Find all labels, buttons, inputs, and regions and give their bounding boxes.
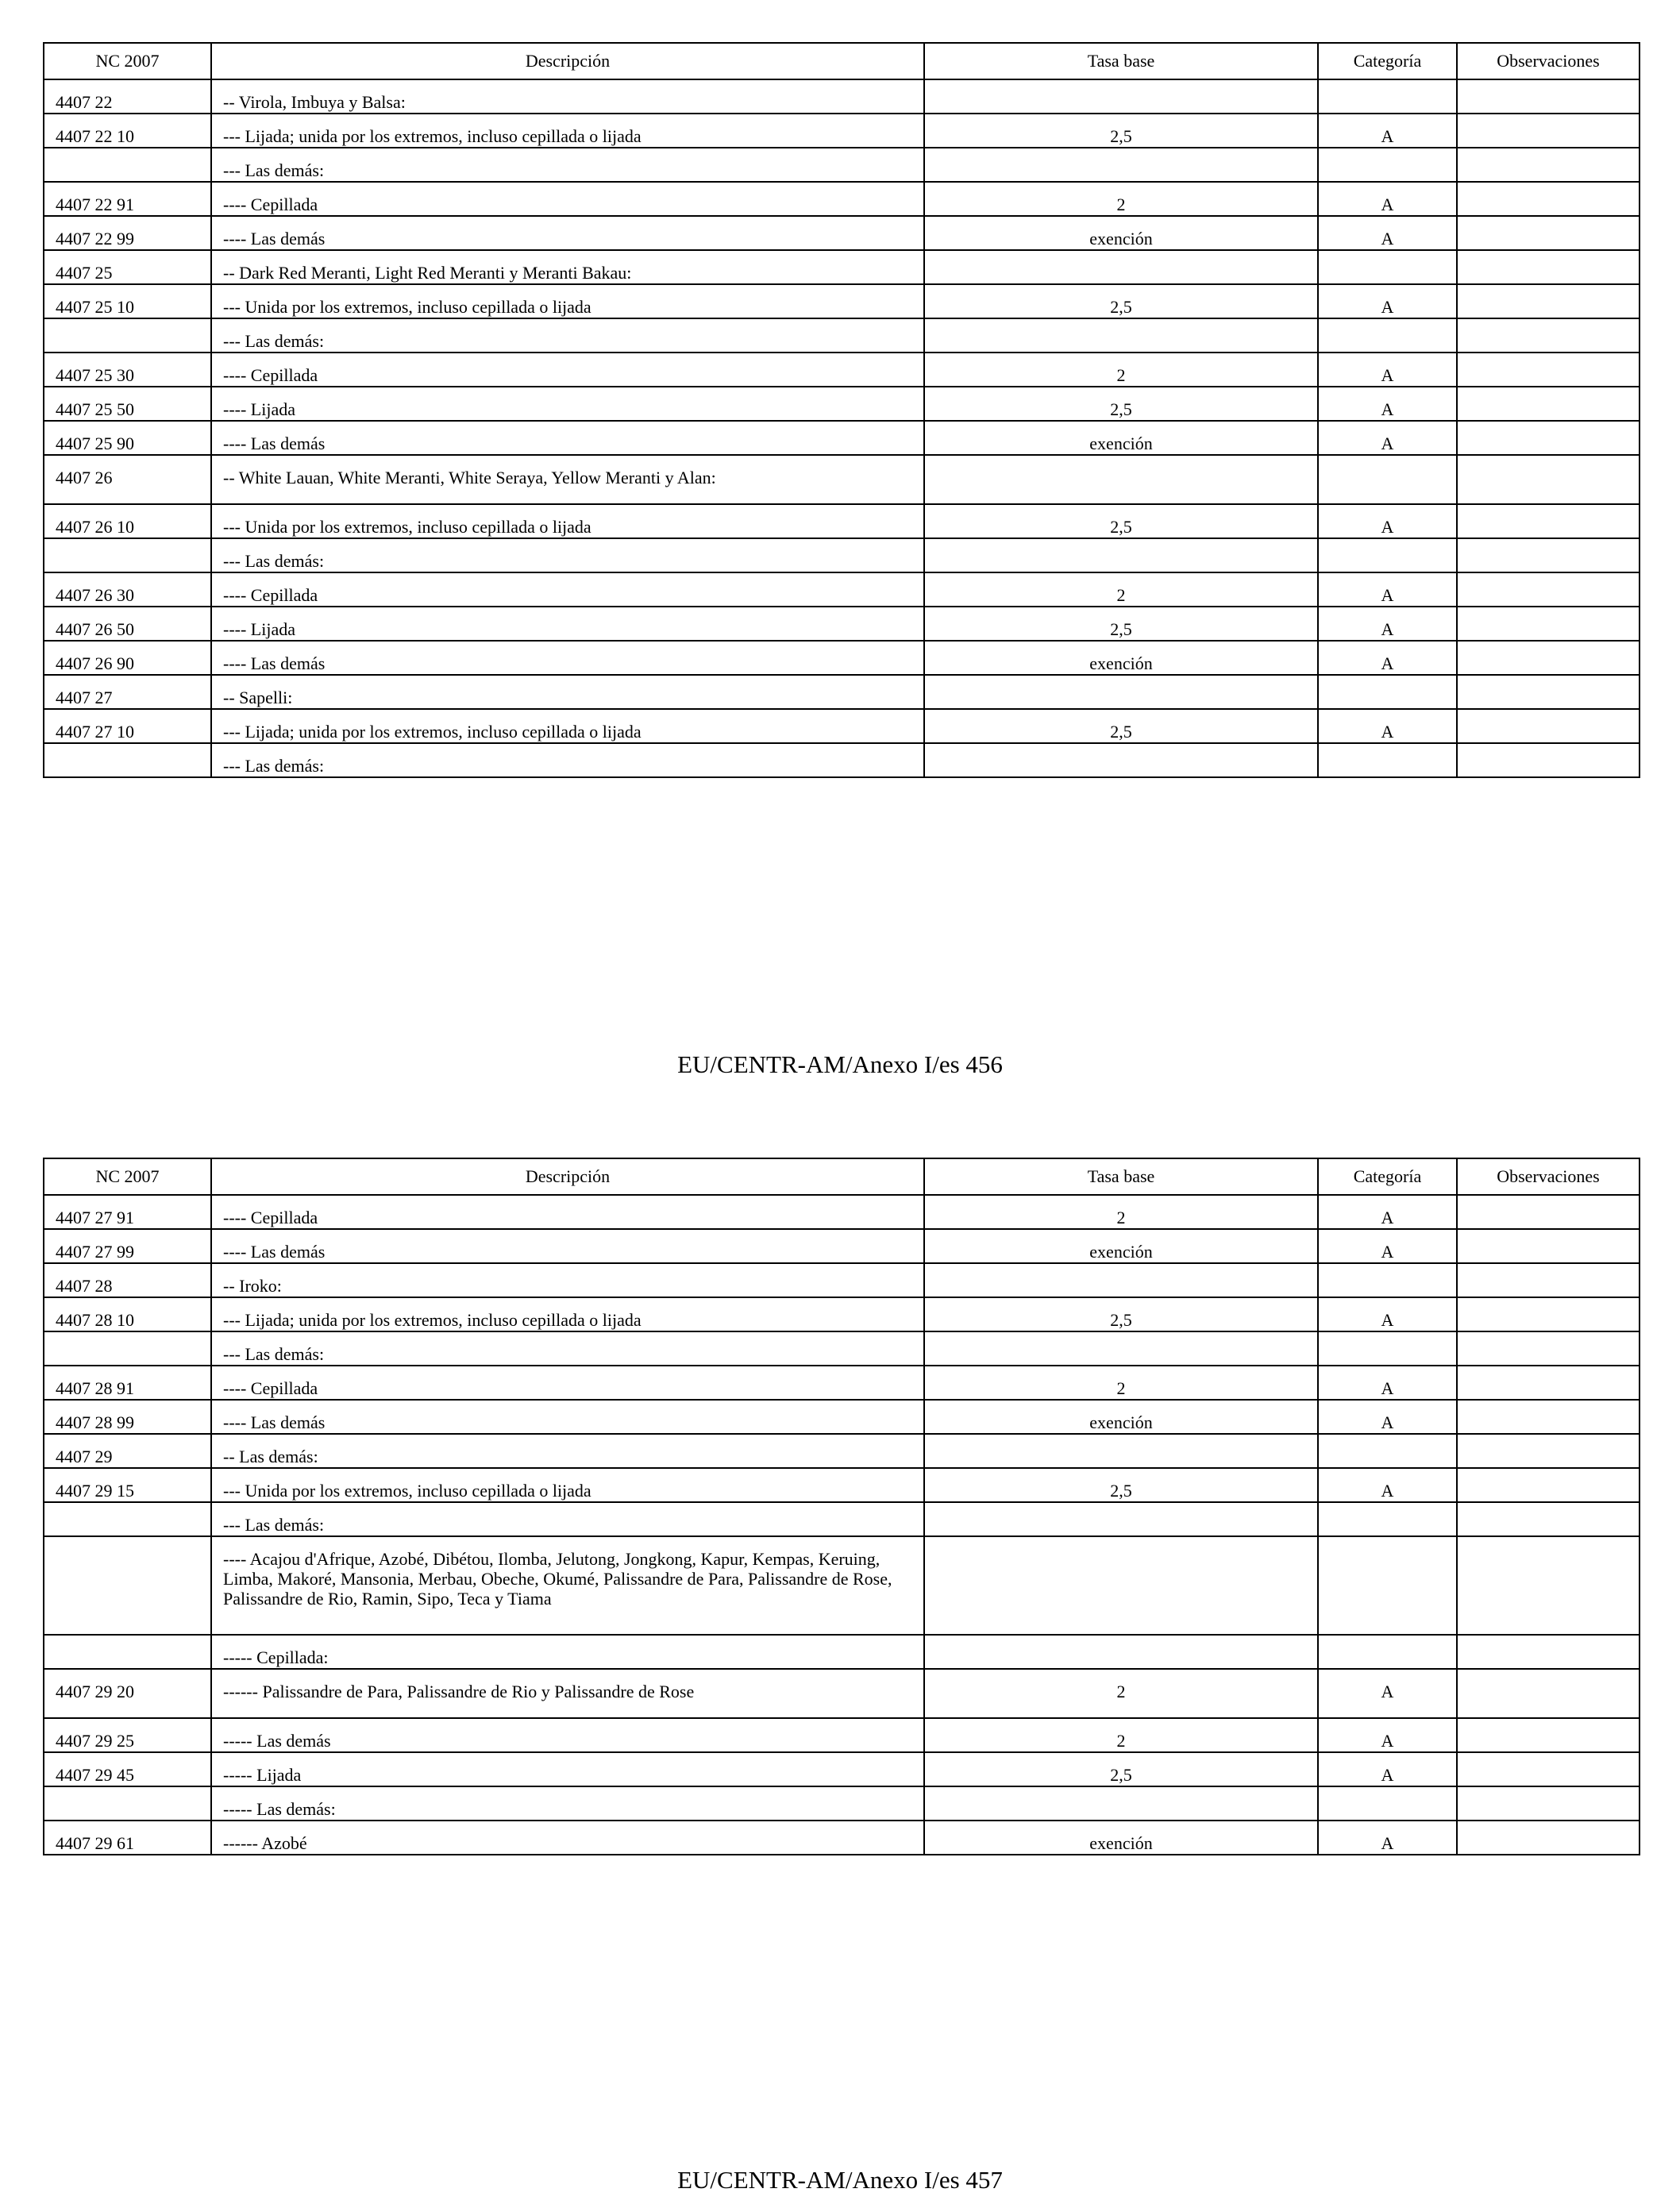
tariff-table-457 <box>43 1158 1640 1855</box>
cell-category <box>1318 1434 1457 1468</box>
header-nc: NC 2007 <box>44 43 211 79</box>
cell-observations <box>1457 1669 1640 1718</box>
cell-nc: 4407 29 <box>44 1434 211 1468</box>
table-row <box>44 1195 1640 1229</box>
cell-observations <box>1457 1718 1640 1752</box>
cell-category <box>1318 538 1457 572</box>
table-row <box>44 1434 1640 1468</box>
cell-base-rate <box>924 250 1318 284</box>
cell-base-rate <box>924 148 1318 182</box>
cell-nc: 4407 29 45 <box>44 1752 211 1786</box>
cell-description: --- Unida por los extremos, incluso cepillada o lijada <box>211 284 924 318</box>
tariff-table-456 <box>43 42 1640 778</box>
cell-base-rate: 2 <box>924 1366 1318 1400</box>
cell-category: A <box>1318 1669 1457 1718</box>
table-row <box>44 353 1640 387</box>
cell-description: -- White Lauan, White Meranti, White Seraya, Yellow Meranti y Alan: <box>211 455 924 504</box>
cell-nc <box>44 538 211 572</box>
cell-category <box>1318 455 1457 504</box>
cell-nc: 4407 25 10 <box>44 284 211 318</box>
cell-nc: 4407 28 99 <box>44 1400 211 1434</box>
table-row <box>44 216 1640 250</box>
cell-base-rate <box>924 1434 1318 1468</box>
cell-description: ---- Cepillada <box>211 1195 924 1229</box>
cell-base-rate <box>924 1331 1318 1366</box>
cell-nc: 4407 27 91 <box>44 1195 211 1229</box>
cell-nc: 4407 22 99 <box>44 216 211 250</box>
cell-observations <box>1457 1331 1640 1366</box>
cell-description: --- Las demás: <box>211 1331 924 1366</box>
table-row <box>44 709 1640 743</box>
cell-description: ----- Cepillada: <box>211 1635 924 1669</box>
cell-description: ---- Cepillada <box>211 1366 924 1400</box>
header-category: Categoría <box>1318 43 1457 79</box>
cell-nc: 4407 22 10 <box>44 114 211 148</box>
cell-nc: 4407 29 61 <box>44 1821 211 1855</box>
table-row <box>44 743 1640 777</box>
cell-nc <box>44 148 211 182</box>
cell-description: -- Las demás: <box>211 1434 924 1468</box>
cell-observations <box>1457 284 1640 318</box>
cell-category <box>1318 1263 1457 1297</box>
cell-category: A <box>1318 1229 1457 1263</box>
cell-nc: 4407 26 90 <box>44 641 211 675</box>
cell-base-rate <box>924 79 1318 114</box>
cell-observations <box>1457 1635 1640 1669</box>
table-row <box>44 1536 1640 1635</box>
table-row <box>44 572 1640 607</box>
header-observations: Observaciones <box>1457 1158 1640 1195</box>
cell-category: A <box>1318 284 1457 318</box>
cell-description: --- Lijada; unida por los extremos, incluso cepillada o lijada <box>211 709 924 743</box>
cell-description: --- Lijada; unida por los extremos, incluso cepillada o lijada <box>211 114 924 148</box>
cell-base-rate <box>924 538 1318 572</box>
cell-description: --- Las demás: <box>211 538 924 572</box>
table-row <box>44 387 1640 421</box>
cell-description: -- Dark Red Meranti, Light Red Meranti y Meranti Bakau: <box>211 250 924 284</box>
cell-base-rate <box>924 1502 1318 1536</box>
cell-observations <box>1457 114 1640 148</box>
cell-description: ------ Palissandre de Para, Palissandre de Rio y Palissandre de Rose <box>211 1669 924 1718</box>
table-row <box>44 1331 1640 1366</box>
cell-observations <box>1457 182 1640 216</box>
cell-base-rate <box>924 1536 1318 1635</box>
cell-description: --- Las demás: <box>211 318 924 353</box>
cell-nc: 4407 26 <box>44 455 211 504</box>
table-row <box>44 1263 1640 1297</box>
cell-observations <box>1457 455 1640 504</box>
cell-base-rate: exención <box>924 421 1318 455</box>
cell-base-rate <box>924 675 1318 709</box>
cell-observations <box>1457 250 1640 284</box>
cell-nc <box>44 1536 211 1635</box>
cell-description: ------ Azobé <box>211 1821 924 1855</box>
cell-description: -- Virola, Imbuya y Balsa: <box>211 79 924 114</box>
cell-nc: 4407 22 <box>44 79 211 114</box>
cell-nc: 4407 25 30 <box>44 353 211 387</box>
cell-observations <box>1457 318 1640 353</box>
cell-description: ----- Lijada <box>211 1752 924 1786</box>
table-body <box>44 1195 1640 1855</box>
table-row <box>44 1635 1640 1669</box>
cell-base-rate: 2,5 <box>924 504 1318 538</box>
table-row <box>44 79 1640 114</box>
cell-nc: 4407 28 10 <box>44 1297 211 1331</box>
cell-nc: 4407 25 90 <box>44 421 211 455</box>
cell-nc <box>44 318 211 353</box>
cell-description: ----- Las demás <box>211 1718 924 1752</box>
cell-base-rate: exención <box>924 641 1318 675</box>
cell-observations <box>1457 641 1640 675</box>
cell-category <box>1318 1536 1457 1635</box>
cell-observations <box>1457 538 1640 572</box>
cell-nc <box>44 1502 211 1536</box>
cell-observations <box>1457 709 1640 743</box>
cell-description: --- Las demás: <box>211 1502 924 1536</box>
cell-nc: 4407 27 99 <box>44 1229 211 1263</box>
cell-nc: 4407 29 20 <box>44 1669 211 1718</box>
cell-category <box>1318 1786 1457 1821</box>
cell-category <box>1318 250 1457 284</box>
cell-observations <box>1457 743 1640 777</box>
table-row <box>44 675 1640 709</box>
header-base-rate: Tasa base <box>924 1158 1318 1195</box>
cell-base-rate: 2 <box>924 1195 1318 1229</box>
cell-description: --- Unida por los extremos, incluso cepillada o lijada <box>211 504 924 538</box>
cell-description: --- Lijada; unida por los extremos, incluso cepillada o lijada <box>211 1297 924 1331</box>
header-base-rate: Tasa base <box>924 43 1318 79</box>
table-row <box>44 1366 1640 1400</box>
table-row <box>44 504 1640 538</box>
cell-description: ---- Las demás <box>211 216 924 250</box>
cell-base-rate: 2,5 <box>924 387 1318 421</box>
cell-observations <box>1457 607 1640 641</box>
table-row <box>44 114 1640 148</box>
cell-category: A <box>1318 504 1457 538</box>
cell-description: ---- Las demás <box>211 1400 924 1434</box>
cell-nc <box>44 1635 211 1669</box>
header-observations: Observaciones <box>1457 43 1640 79</box>
cell-category <box>1318 1502 1457 1536</box>
cell-base-rate <box>924 455 1318 504</box>
cell-category: A <box>1318 216 1457 250</box>
header-category: Categoría <box>1318 1158 1457 1195</box>
cell-base-rate: 2,5 <box>924 607 1318 641</box>
cell-category: A <box>1318 1468 1457 1502</box>
cell-category <box>1318 743 1457 777</box>
table-row <box>44 1229 1640 1263</box>
cell-category: A <box>1318 353 1457 387</box>
cell-base-rate: exención <box>924 1821 1318 1855</box>
cell-observations <box>1457 216 1640 250</box>
cell-category: A <box>1318 641 1457 675</box>
cell-observations <box>1457 1752 1640 1786</box>
cell-observations <box>1457 1786 1640 1821</box>
cell-description: --- Las demás: <box>211 148 924 182</box>
cell-description: --- Las demás: <box>211 743 924 777</box>
table-row <box>44 318 1640 353</box>
cell-description: ---- Acajou d'Afrique, Azobé, Dibétou, Ilomba, Jelutong, Jongkong, Kapur, Kempas, Keruing, Limba, Makoré, Mansonia, Merbau, Obeche, Okumé, Palissandre de Para, Palissandre de Rose, Palissandre de Rio, Ramin, Sipo, Teca y Tiama <box>211 1536 924 1635</box>
table-row <box>44 421 1640 455</box>
cell-base-rate: exención <box>924 1400 1318 1434</box>
cell-observations <box>1457 1297 1640 1331</box>
cell-base-rate: 2 <box>924 1669 1318 1718</box>
cell-base-rate <box>924 1635 1318 1669</box>
cell-description: ---- Las demás <box>211 641 924 675</box>
table-row <box>44 148 1640 182</box>
cell-category: A <box>1318 1297 1457 1331</box>
cell-category: A <box>1318 709 1457 743</box>
cell-observations <box>1457 572 1640 607</box>
table-row <box>44 1752 1640 1786</box>
cell-base-rate <box>924 1263 1318 1297</box>
table-row <box>44 1468 1640 1502</box>
cell-category: A <box>1318 182 1457 216</box>
cell-nc: 4407 25 50 <box>44 387 211 421</box>
table-row <box>44 538 1640 572</box>
cell-observations <box>1457 79 1640 114</box>
cell-base-rate: exención <box>924 216 1318 250</box>
cell-category: A <box>1318 387 1457 421</box>
cell-description: ---- Cepillada <box>211 182 924 216</box>
cell-observations <box>1457 1400 1640 1434</box>
cell-description: ---- Lijada <box>211 387 924 421</box>
cell-nc: 4407 26 50 <box>44 607 211 641</box>
cell-nc: 4407 29 25 <box>44 1718 211 1752</box>
cell-observations <box>1457 1502 1640 1536</box>
cell-category: A <box>1318 607 1457 641</box>
cell-category: A <box>1318 1752 1457 1786</box>
header-description: Descripción <box>211 1158 924 1195</box>
table-header <box>44 43 1640 79</box>
cell-category <box>1318 79 1457 114</box>
cell-base-rate: 2,5 <box>924 1752 1318 1786</box>
cell-observations <box>1457 1195 1640 1229</box>
header-description: Descripción <box>211 43 924 79</box>
cell-base-rate: 2,5 <box>924 1297 1318 1331</box>
table-row <box>44 1669 1640 1718</box>
cell-category: A <box>1318 1366 1457 1400</box>
cell-nc: 4407 27 10 <box>44 709 211 743</box>
cell-nc: 4407 26 10 <box>44 504 211 538</box>
table-body <box>44 79 1640 777</box>
cell-description: --- Unida por los extremos, incluso cepillada o lijada <box>211 1468 924 1502</box>
cell-category <box>1318 675 1457 709</box>
table-row <box>44 1718 1640 1752</box>
table-row <box>44 1400 1640 1434</box>
table-row <box>44 607 1640 641</box>
cell-category: A <box>1318 421 1457 455</box>
cell-observations <box>1457 387 1640 421</box>
cell-nc <box>44 743 211 777</box>
table-row <box>44 1821 1640 1855</box>
cell-description: ---- Lijada <box>211 607 924 641</box>
cell-category: A <box>1318 1821 1457 1855</box>
cell-category: A <box>1318 1400 1457 1434</box>
table-row <box>44 641 1640 675</box>
cell-observations <box>1457 1366 1640 1400</box>
cell-base-rate: 2,5 <box>924 284 1318 318</box>
table-row <box>44 455 1640 504</box>
cell-description: -- Iroko: <box>211 1263 924 1297</box>
cell-nc: 4407 28 91 <box>44 1366 211 1400</box>
cell-category: A <box>1318 572 1457 607</box>
header-nc: NC 2007 <box>44 1158 211 1195</box>
cell-category <box>1318 1635 1457 1669</box>
cell-base-rate: 2,5 <box>924 114 1318 148</box>
cell-base-rate: 2 <box>924 1718 1318 1752</box>
cell-category: A <box>1318 1718 1457 1752</box>
table-row <box>44 1297 1640 1331</box>
cell-observations <box>1457 1536 1640 1635</box>
cell-base-rate: 2 <box>924 572 1318 607</box>
table-row <box>44 284 1640 318</box>
cell-observations <box>1457 353 1640 387</box>
cell-observations <box>1457 1468 1640 1502</box>
cell-nc: 4407 22 91 <box>44 182 211 216</box>
cell-category: A <box>1318 1195 1457 1229</box>
cell-base-rate <box>924 743 1318 777</box>
table-row <box>44 182 1640 216</box>
cell-description: ---- Las demás <box>211 1229 924 1263</box>
cell-description: ---- Cepillada <box>211 353 924 387</box>
page-reference: EU/CENTR-AM/Anexo I/es 456 <box>677 1050 1003 1078</box>
table-row <box>44 1786 1640 1821</box>
cell-nc: 4407 25 <box>44 250 211 284</box>
cell-description: ---- Las demás <box>211 421 924 455</box>
cell-base-rate: 2,5 <box>924 1468 1318 1502</box>
cell-base-rate <box>924 1786 1318 1821</box>
cell-base-rate: 2 <box>924 182 1318 216</box>
cell-observations <box>1457 1821 1640 1855</box>
table-row <box>44 1502 1640 1536</box>
cell-nc: 4407 27 <box>44 675 211 709</box>
page-reference: EU/CENTR-AM/Anexo I/es 457 <box>677 2166 1003 2194</box>
cell-description: ----- Las demás: <box>211 1786 924 1821</box>
cell-base-rate: 2 <box>924 353 1318 387</box>
cell-observations <box>1457 1434 1640 1468</box>
cell-base-rate: exención <box>924 1229 1318 1263</box>
cell-nc <box>44 1786 211 1821</box>
cell-category <box>1318 148 1457 182</box>
table-header <box>44 1158 1640 1195</box>
cell-observations <box>1457 421 1640 455</box>
cell-observations <box>1457 1229 1640 1263</box>
cell-nc <box>44 1331 211 1366</box>
cell-description: -- Sapelli: <box>211 675 924 709</box>
table-row <box>44 250 1640 284</box>
cell-category: A <box>1318 114 1457 148</box>
cell-observations <box>1457 504 1640 538</box>
cell-observations <box>1457 1263 1640 1297</box>
cell-base-rate: 2,5 <box>924 709 1318 743</box>
cell-base-rate <box>924 318 1318 353</box>
cell-nc: 4407 29 15 <box>44 1468 211 1502</box>
cell-description: ---- Cepillada <box>211 572 924 607</box>
cell-nc: 4407 26 30 <box>44 572 211 607</box>
cell-category <box>1318 1331 1457 1366</box>
cell-nc: 4407 28 <box>44 1263 211 1297</box>
cell-observations <box>1457 148 1640 182</box>
cell-observations <box>1457 675 1640 709</box>
cell-category <box>1318 318 1457 353</box>
